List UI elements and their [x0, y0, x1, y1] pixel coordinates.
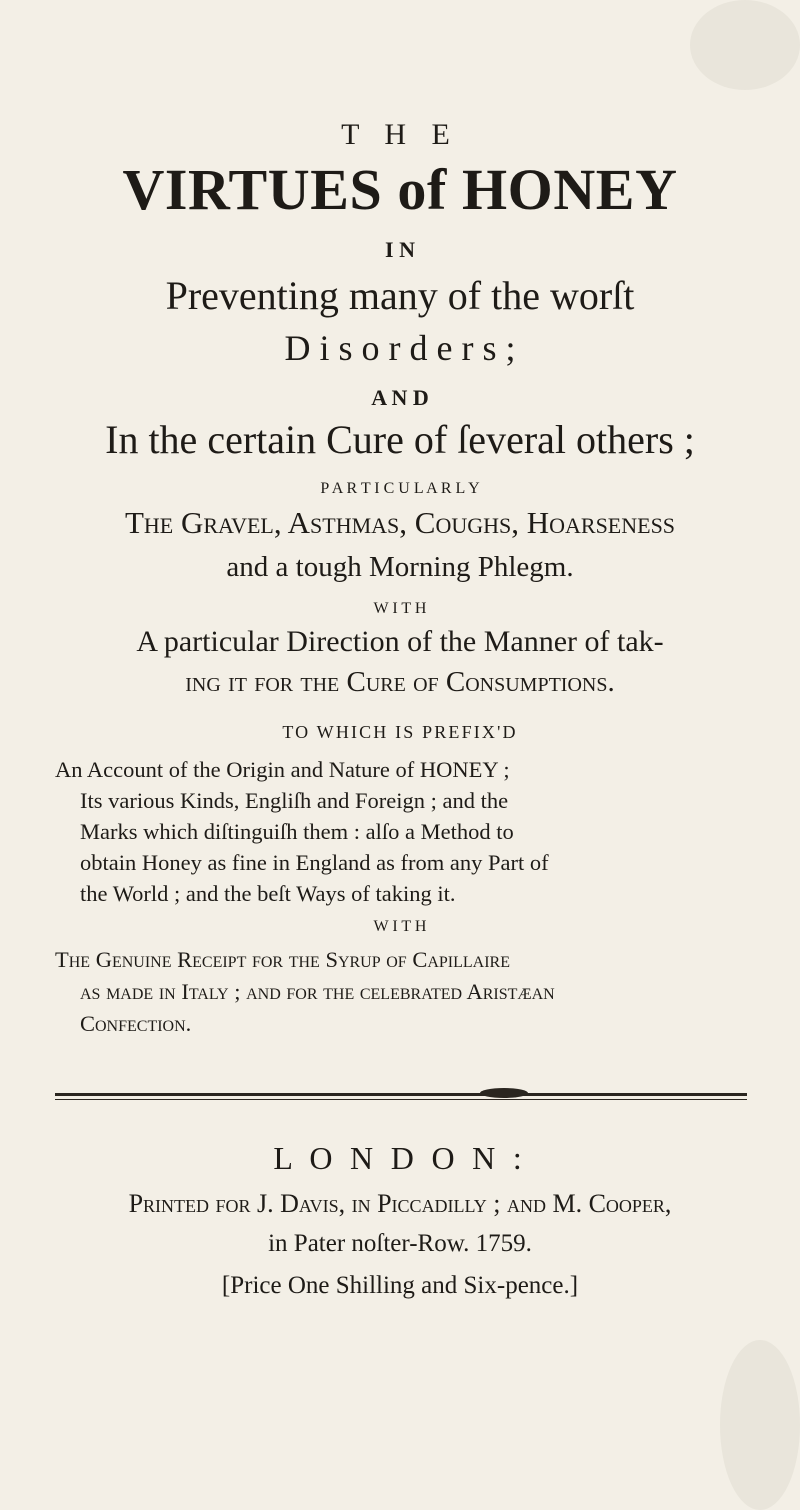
account-line: Its various Kinds, Engliſh and Foreign ; and the [80, 788, 509, 813]
title-preventing: Preventing many of the worſt [165, 273, 635, 318]
imprint-printed-line-1: Printed for J. Davis, in Piccadilly ; and M. Cooper, [128, 1189, 672, 1218]
title-certain-cure: In the certain Cure of ſeveral others ; [105, 417, 695, 462]
title-ailments: The Gravel, Asthmas, Coughs, Hoarseness [124, 505, 676, 540]
prefixed-heading: TO WHICH IS PREFIX'D [282, 722, 518, 742]
paper-stain [720, 1340, 800, 1510]
rule-ornament [480, 1088, 528, 1098]
title-disorders: D i s o r d e r s ; [284, 328, 516, 368]
account-paragraph [55, 754, 745, 909]
title-the: T H E [341, 118, 459, 151]
divider-rule [55, 1099, 747, 1100]
direction-line-2: ing it for the Cure of Consumptions. [185, 666, 615, 698]
account-line: the World ; and the beſt Ways of taking it. [80, 881, 456, 906]
account-line: An Account of the Origin and Nature of HONEY ; [55, 757, 510, 782]
receipt-paragraph [55, 944, 745, 1040]
title-with-2: W I T H [373, 918, 427, 935]
main-title: VIRTUES of HONEY [122, 157, 678, 222]
account-line: obtain Honey as fine in England as from any Part of [80, 850, 549, 875]
paper-stain [690, 0, 800, 90]
title-with-1: W I T H [373, 600, 427, 617]
imprint-printed-line-2: in Pater noſter-Row. 1759. [268, 1230, 532, 1257]
receipt-line: The Genuine Receipt for the Syrup of Capillaire [55, 947, 510, 972]
title-phlegm: and a tough Morning Phlegm. [226, 551, 574, 583]
account-line: Marks which diſtinguiſh them : alſo a Method to [80, 819, 514, 844]
imprint-london: L O N D O N : [273, 1140, 527, 1176]
title-in: I N [385, 237, 415, 262]
divider-rule [55, 1093, 747, 1096]
price-line: [Price One Shilling and Six-pence.] [221, 1272, 579, 1299]
title-and: A N D [371, 385, 429, 410]
receipt-line: as made in Italy ; and for the celebrated Aristæan [80, 979, 555, 1004]
receipt-line: Confection. [80, 1011, 192, 1036]
direction-line-1: A particular Direction of the Manner of tak- [136, 625, 664, 658]
title-particularly: P A R T I C U L A R L Y [320, 480, 480, 497]
